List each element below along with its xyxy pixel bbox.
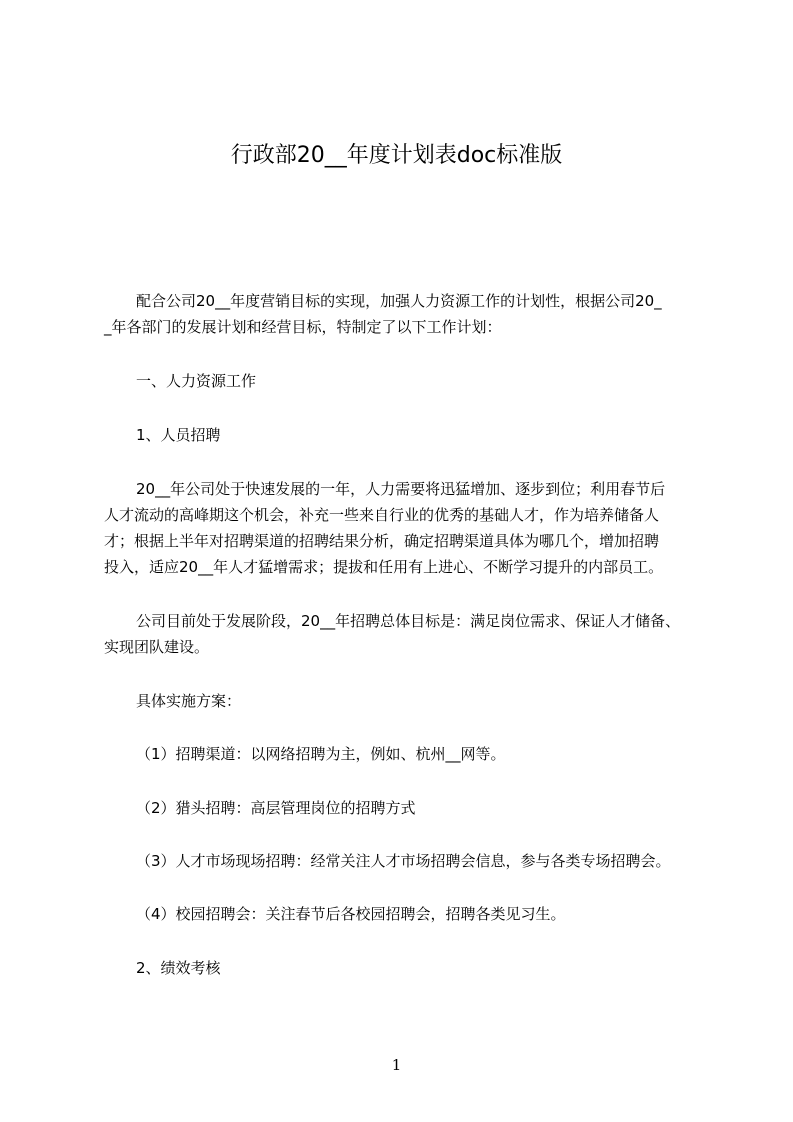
subsection-heading-performance: 2、绩效考核 bbox=[136, 959, 221, 977]
recruitment-line-4: 投入，适应20__年人才猛增需求；提拔和任用有上进心、不断学习提升的内部员工。 bbox=[104, 558, 664, 576]
plan-item-4: （4）校园招聘会：关注春节后各校园招聘会，招聘各类见习生。 bbox=[136, 905, 566, 923]
recruitment-line-1: 20__年公司处于快速发展的一年，人力需要将迅猛增加、逐步到位；利用春节后 bbox=[136, 480, 666, 498]
recruitment-line-2: 人才流动的高峰期这个机会，补充一些来自行业的优秀的基础人才，作为培养储备人 bbox=[104, 506, 660, 524]
intro-line-1: 配合公司20__年度营销目标的实现，加强人力资源工作的计划性，根据公司20_ bbox=[136, 292, 662, 310]
intro-line-2: _年各部门的发展计划和经营目标，特制定了以下工作计划： bbox=[104, 318, 502, 336]
page-number: 1 bbox=[391, 1056, 402, 1074]
intro-paragraph bbox=[104, 288, 704, 340]
recruitment-line-3: 才；根据上半年对招聘渠道的招聘结果分析，确定招聘渠道具体为哪几个，增加招聘 bbox=[104, 532, 660, 550]
recruitment-paragraph bbox=[104, 476, 704, 580]
document-title: 行政部20__年度计划表doc标准版 bbox=[230, 143, 563, 168]
plan-item-1: （1）招聘渠道：以网络招聘为主，例如、杭州__网等。 bbox=[136, 745, 506, 763]
subsection-heading-recruitment: 1、人员招聘 bbox=[136, 426, 221, 444]
plan-item-3: （3）人才市场现场招聘：经常关注人才市场招聘会信息，参与各类专场招聘会。 bbox=[136, 852, 671, 870]
goal-line-1: 公司目前处于发展阶段，20__年招聘总体目标是：满足岗位需求、保证人才储备、 bbox=[136, 612, 681, 630]
goal-line-2: 实现团队建设。 bbox=[104, 638, 210, 656]
plan-heading: 具体实施方案： bbox=[136, 692, 242, 710]
section-heading-hr: 一、人力资源工作 bbox=[136, 372, 257, 390]
goal-paragraph bbox=[104, 608, 704, 660]
plan-item-2: （2）猎头招聘：高层管理岗位的招聘方式 bbox=[136, 799, 416, 817]
